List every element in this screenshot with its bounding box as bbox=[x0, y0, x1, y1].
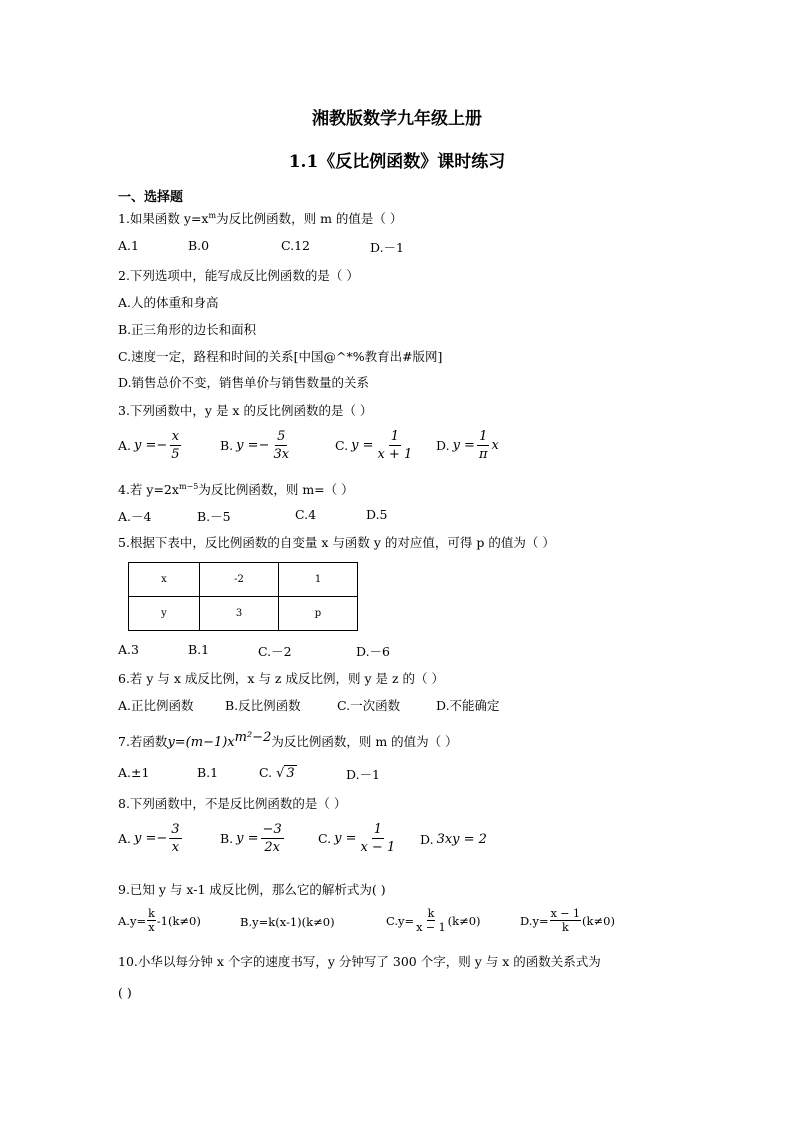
question-4 bbox=[118, 480, 354, 498]
q2-option-d: D.销售总价不变，销售单价与销售数量的关系 bbox=[118, 375, 370, 390]
q4-exponent: m−5 bbox=[178, 481, 199, 491]
table-row bbox=[129, 563, 358, 597]
q7-option-d: D.－1 bbox=[346, 767, 381, 782]
table-cell: y bbox=[129, 597, 200, 631]
q8-option-a bbox=[118, 821, 184, 856]
denominator: π bbox=[478, 447, 488, 462]
value-table bbox=[128, 562, 358, 631]
option-suffix: -1(k≠0) bbox=[156, 913, 201, 928]
option-label: C. bbox=[335, 438, 349, 453]
q4-option-b: B.－5 bbox=[197, 509, 231, 524]
math-sign: − bbox=[258, 438, 270, 453]
option-label: D. bbox=[436, 438, 450, 453]
option-suffix: (k≠0) bbox=[447, 913, 481, 928]
option-label: C. bbox=[259, 765, 273, 780]
math-lhs: y = bbox=[334, 831, 357, 846]
denominator: x − 1 bbox=[360, 840, 396, 855]
question-2: 2.下列选项中，能写成反比例函数的是（ ） bbox=[118, 268, 359, 283]
option-label: C. bbox=[318, 831, 332, 846]
q9-option-d bbox=[520, 907, 615, 934]
fraction bbox=[147, 907, 156, 934]
q10-answer-blank: ( ) bbox=[118, 985, 132, 1000]
q1-stem-post: 为反比例函数，则 m 的值是（ ） bbox=[216, 211, 403, 226]
fraction bbox=[550, 907, 581, 934]
numerator: k bbox=[427, 907, 435, 920]
numerator: 5 bbox=[277, 429, 286, 444]
math-lhs: y = bbox=[236, 831, 259, 846]
q8-option-b bbox=[220, 821, 286, 856]
section-heading: 一、选择题 bbox=[118, 190, 184, 205]
denominator: 2x bbox=[264, 840, 280, 855]
table-cell: x bbox=[129, 563, 200, 597]
denominator: x bbox=[171, 840, 180, 855]
q1-exponent: m bbox=[208, 210, 217, 220]
q9-option-a bbox=[118, 907, 201, 934]
fraction bbox=[261, 821, 284, 856]
q6-option-a: A.正比例函数 bbox=[118, 698, 194, 713]
q6-option-d: D.不能确定 bbox=[436, 698, 500, 713]
q4-stem-post: 为反比例函数，则 m=（ ） bbox=[198, 482, 354, 497]
math-expression: 3xy = 2 bbox=[436, 832, 487, 847]
numerator: k bbox=[148, 907, 155, 920]
numerator: 1 bbox=[479, 429, 488, 444]
denominator: k bbox=[561, 921, 569, 934]
q3-option-c bbox=[335, 428, 416, 463]
q3-option-d bbox=[436, 428, 499, 463]
option-label: A. bbox=[118, 438, 132, 453]
question-6: 6.若 y 与 x 成反比例，x 与 z 成反比例，则 y 是 z 的（ ） bbox=[118, 671, 445, 686]
sqrt-expression: √ 3 bbox=[276, 766, 295, 781]
option-label: B. bbox=[220, 438, 234, 453]
fraction bbox=[169, 821, 181, 856]
denominator: x + 1 bbox=[377, 447, 413, 462]
q2-option-c: C.速度一定，路程和时间的关系[中国@^*%教育出#版网] bbox=[118, 349, 443, 364]
q8-option-d bbox=[420, 832, 487, 847]
denominator: 3x bbox=[273, 447, 290, 462]
denominator: x bbox=[148, 921, 155, 934]
question-9: 9.已知 y 与 x-1 成反比例，那么它的解析式为( ) bbox=[118, 882, 386, 897]
option-label: B. bbox=[220, 831, 234, 846]
q4-stem-pre: 4.若 y=2x bbox=[118, 482, 179, 497]
q7-exponent: m²−2 bbox=[234, 730, 272, 745]
math-sign: − bbox=[156, 438, 168, 453]
question-1 bbox=[118, 209, 402, 227]
q1-option-b: B.0 bbox=[188, 238, 210, 253]
document-subtitle: 1.1《反比例函数》课时练习 bbox=[288, 152, 506, 172]
math-tail: x bbox=[491, 438, 499, 453]
q7-expression: y=(m−1)x bbox=[167, 735, 235, 751]
q7-option-a: A.±1 bbox=[118, 765, 150, 780]
q4-option-a: A.－4 bbox=[118, 509, 152, 524]
fraction bbox=[375, 428, 414, 463]
q2-option-b: B.正三角形的边长和面积 bbox=[118, 322, 257, 337]
math-lhs: y = bbox=[134, 831, 157, 846]
q1-option-a: A.1 bbox=[118, 238, 139, 253]
math-lhs: y = bbox=[236, 438, 259, 453]
q6-option-c: C.一次函数 bbox=[337, 698, 401, 713]
q5-option-c: C.－2 bbox=[258, 644, 292, 659]
question-7 bbox=[118, 730, 458, 750]
question-5: 5.根据下表中，反比例函数的自变量 x 与函数 y 的对应值，可得 p 的值为（ ） bbox=[118, 535, 555, 550]
option-prefix: D.y= bbox=[520, 913, 549, 928]
q9-option-b: B.y=k(x-1)(k≠0) bbox=[240, 915, 335, 929]
q5-option-a: A.3 bbox=[118, 642, 139, 657]
q4-option-d: D.5 bbox=[366, 507, 388, 522]
fraction bbox=[271, 428, 291, 463]
q6-option-b: B.反比例函数 bbox=[225, 698, 301, 713]
table-cell: 3 bbox=[200, 597, 279, 631]
q8-option-c bbox=[318, 821, 399, 856]
numerator: x bbox=[171, 429, 180, 444]
denominator: 5 bbox=[171, 447, 180, 462]
math-sign: − bbox=[156, 831, 168, 846]
q7-stem-pre: 7.若函数 bbox=[118, 734, 168, 750]
q5-option-b: B.1 bbox=[188, 642, 210, 657]
table-cell: -2 bbox=[200, 563, 279, 597]
q7-stem-post: 为反比例函数，则 m 的值为（ ） bbox=[271, 734, 458, 750]
q7-option-b: B.1 bbox=[197, 765, 219, 780]
q1-option-d: D.－1 bbox=[370, 240, 405, 255]
numerator: 1 bbox=[373, 822, 382, 837]
radicand: 3 bbox=[286, 766, 295, 781]
numerator: −3 bbox=[262, 822, 282, 837]
q5-option-d: D.－6 bbox=[356, 644, 391, 659]
table-row bbox=[129, 597, 358, 631]
numerator: 3 bbox=[171, 822, 180, 837]
fraction bbox=[169, 428, 181, 463]
document-title: 湘教版数学九年级上册 bbox=[312, 109, 482, 129]
q9-option-c bbox=[386, 907, 481, 934]
math-lhs: y = bbox=[452, 438, 475, 453]
question-3: 3.下列函数中，y 是 x 的反比例函数的是（ ） bbox=[118, 403, 373, 418]
q2-option-a: A.人的体重和身高 bbox=[118, 295, 219, 310]
fraction bbox=[358, 821, 397, 856]
question-8: 8.下列函数中，不是反比例函数的是（ ） bbox=[118, 796, 347, 811]
option-prefix: A.y= bbox=[118, 913, 147, 928]
question-10: 10.小华以每分钟 x 个字的速度书写，y 分钟写了 300 个字，则 y 与 x 的函数关系式为 bbox=[118, 954, 601, 969]
q4-option-c: C.4 bbox=[295, 507, 317, 522]
option-label: D. bbox=[420, 832, 434, 847]
q3-option-b bbox=[220, 428, 293, 463]
table-cell: 1 bbox=[279, 563, 358, 597]
denominator: x − 1 bbox=[416, 921, 446, 934]
option-suffix: (k≠0) bbox=[582, 913, 615, 928]
fraction bbox=[415, 907, 446, 934]
math-lhs: y = bbox=[134, 438, 157, 453]
q7-option-c bbox=[259, 765, 297, 781]
option-label: A. bbox=[118, 831, 132, 846]
table-cell: p bbox=[279, 597, 358, 631]
q3-option-a bbox=[118, 428, 184, 463]
q1-option-c: C.12 bbox=[281, 238, 310, 253]
q1-stem-pre: 1.如果函数 y=x bbox=[118, 211, 209, 226]
numerator: 1 bbox=[390, 429, 399, 444]
math-lhs: y = bbox=[351, 438, 374, 453]
fraction bbox=[477, 428, 490, 463]
numerator: x − 1 bbox=[550, 907, 581, 920]
option-prefix: C.y= bbox=[386, 913, 415, 928]
